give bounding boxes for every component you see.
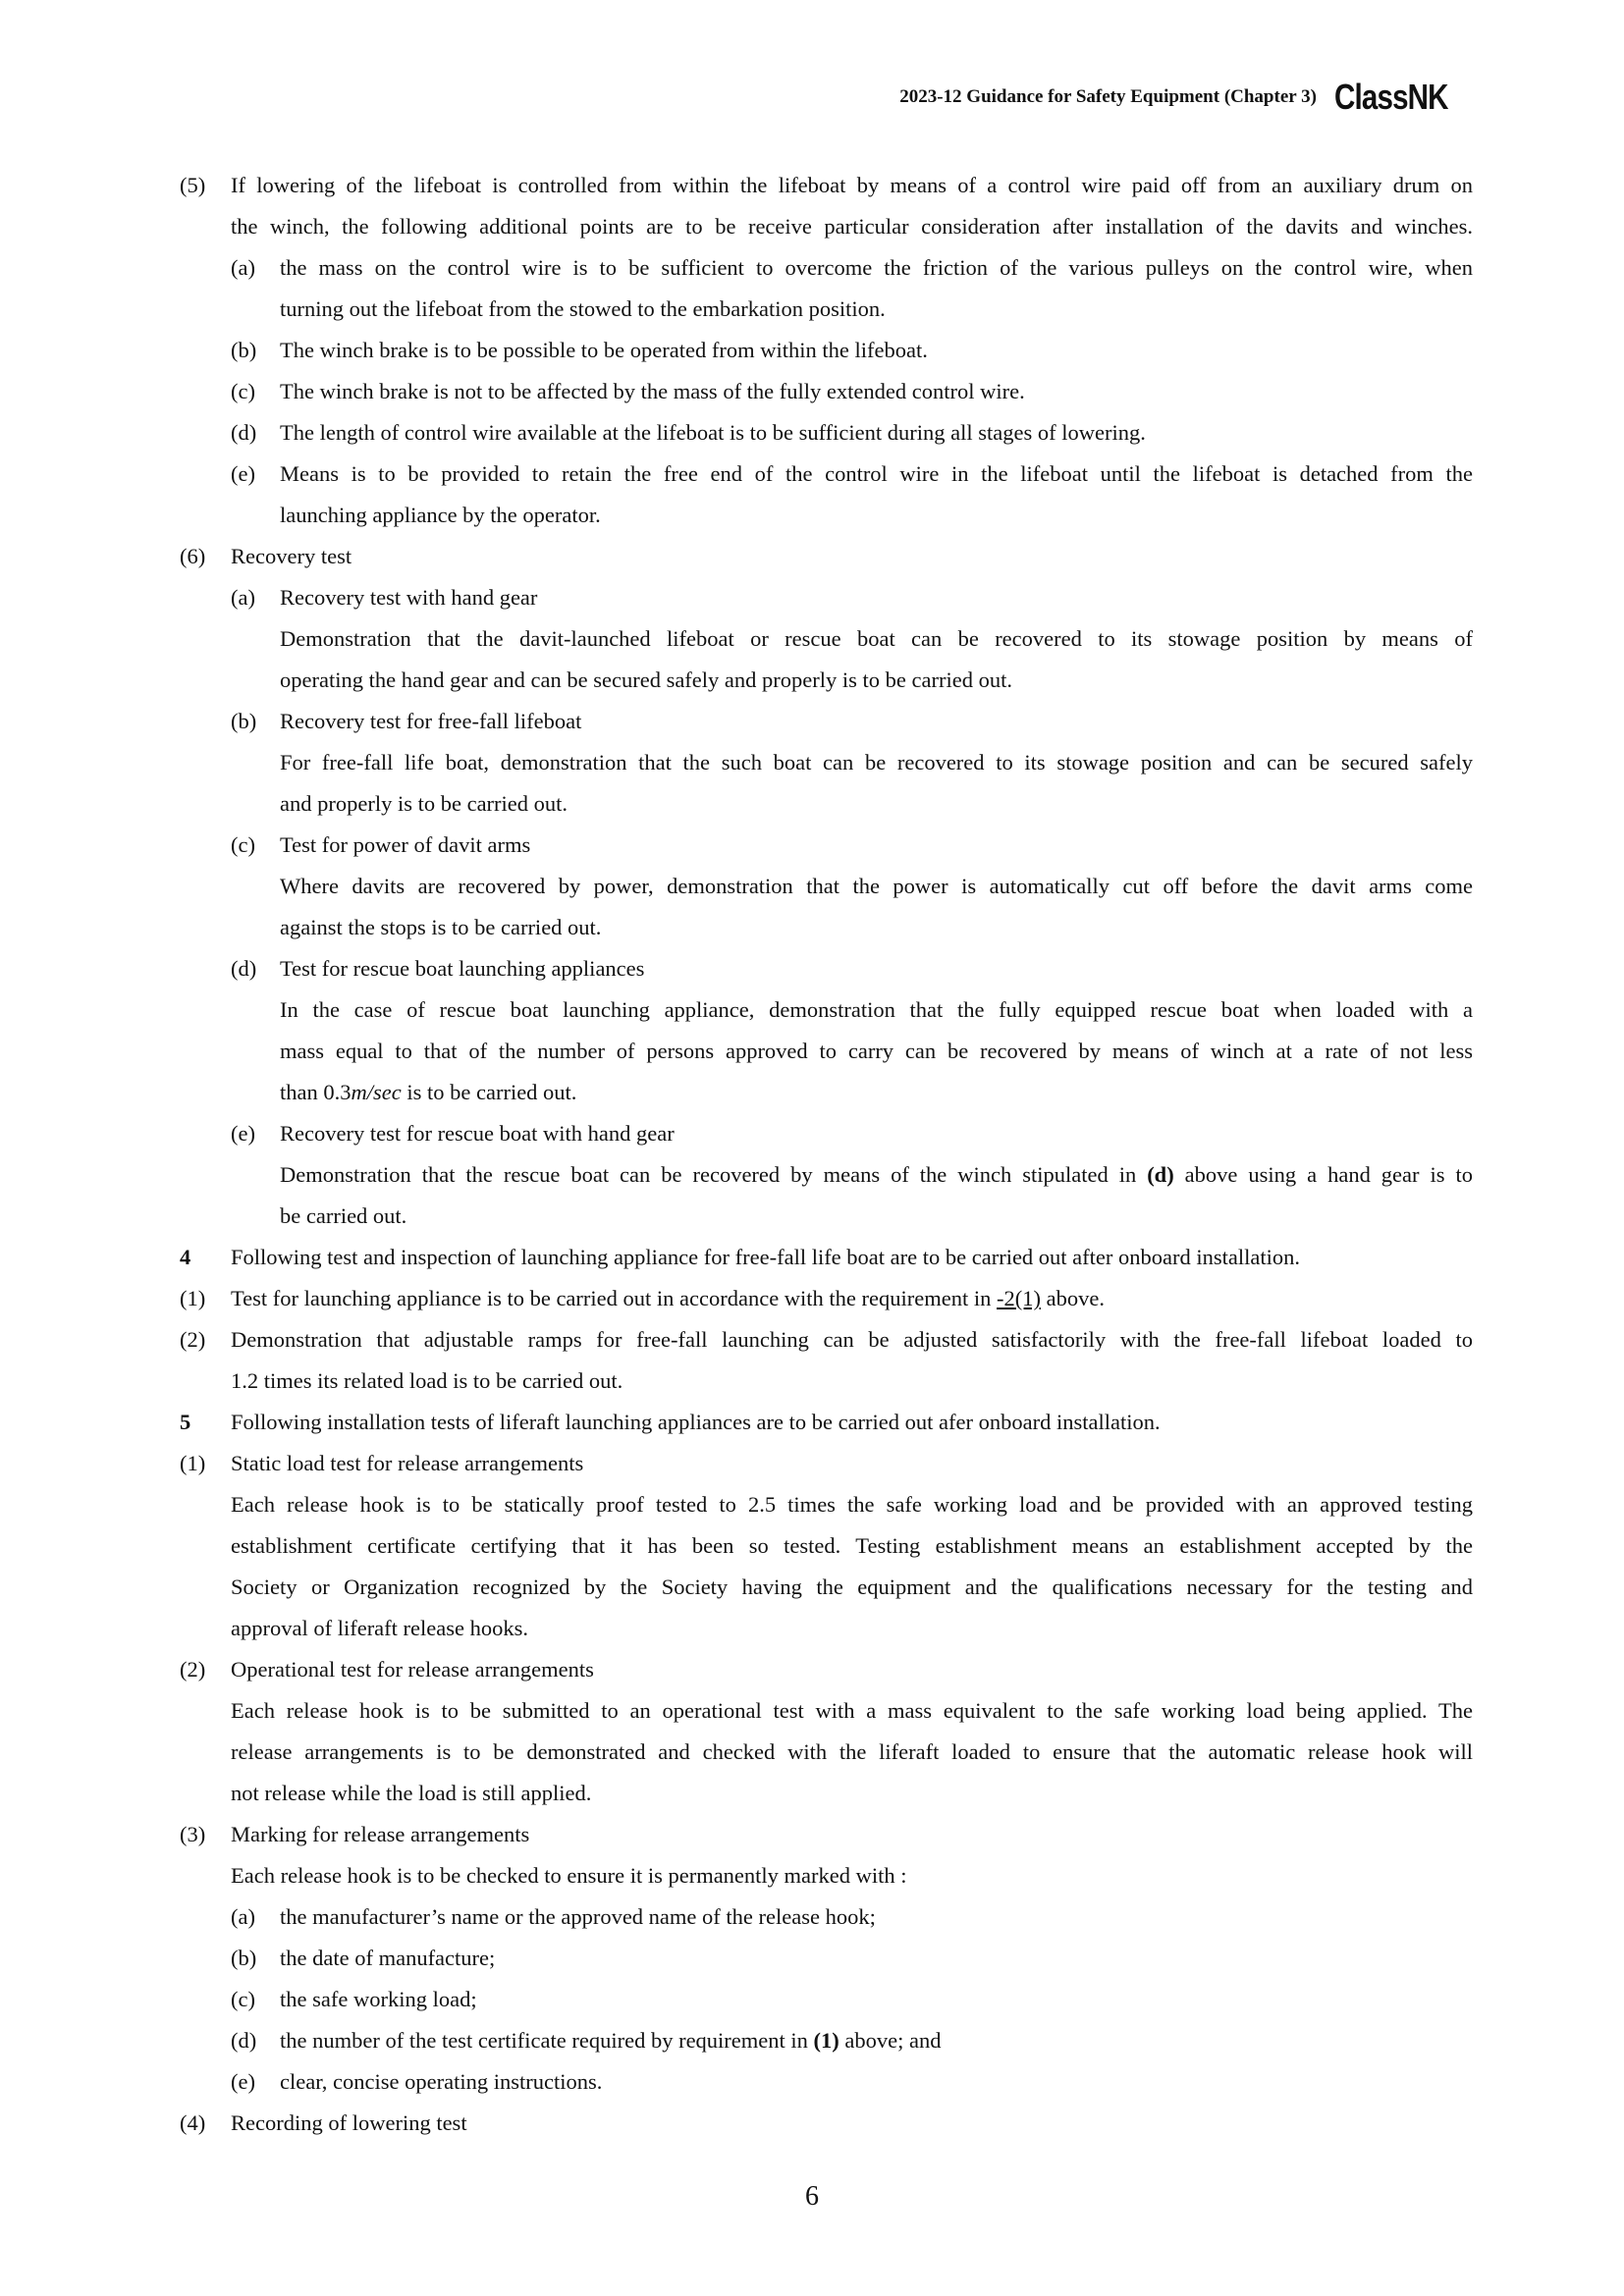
list-item: (1) Test for launching appliance is to be carried out in accordance with the requirement in -2(1) above.	[180, 1286, 1105, 1310]
list-item-continuation: release arrangements is to be demonstrated and checked with the liferaft loaded to ensure that the automatic release hook will	[231, 1739, 1473, 1764]
list-item-continuation: Demonstration that the rescue boat can be recovered by means of the winch stipulated in (d) above using a hand gear is to	[280, 1162, 1473, 1187]
list-item-continuation: For free-fall life boat, demonstration that the such boat can be recovered to its stowage position and can be secured safely	[280, 750, 1473, 774]
list-item: (1) Static load test for release arrangements	[180, 1451, 584, 1475]
list-item: (d) The length of control wire available at the lifeboat is to be sufficient during all stages of lowering.	[231, 420, 1146, 445]
list-item-continuation: the winch, the following additional points are to be receive particular consideration after installation of the davits and winches.	[231, 214, 1473, 239]
list-item-continuation: mass equal to that of the number of persons approved to carry can be recovered by means of winch at a rate of not less	[280, 1039, 1473, 1063]
list-item: (b) Recovery test for free-fall lifeboat	[231, 709, 582, 733]
list-item-continuation: operating the hand gear and can be secured safely and properly is to be carried out.	[280, 667, 1012, 692]
list-item: (c) the safe working load;	[231, 1987, 477, 2011]
list-item-continuation: approval of liferaft release hooks.	[231, 1616, 528, 1640]
list-item-continuation: Each release hook is to be checked to ensure it is permanently marked with :	[231, 1863, 907, 1888]
page-header	[0, 77, 1473, 118]
section-item: 5 Following installation tests of liferaft launching appliances are to be carried out afer onboard installation.	[180, 1410, 1161, 1434]
list-item: (d) the number of the test certificate required by requirement in (1) above; and	[231, 2028, 942, 2053]
list-item-continuation: establishment certificate certifying that it has been so tested. Testing establishment means an establishment accepted by the	[231, 1533, 1473, 1558]
document-title: 2023-12 Guidance for Safety Equipment (Chapter 3)	[899, 86, 1317, 107]
list-item-continuation: Demonstration that the davit-launched lifeboat or rescue boat can be recovered to its stowage position by means of	[280, 626, 1473, 651]
list-item: (5) If lowering of the lifeboat is controlled from within the lifeboat by means of a control wire paid off from an auxiliary drum on	[180, 173, 1473, 197]
list-item: (2) Demonstration that adjustable ramps for free-fall launching can be adjusted satisfactorily with the free-fall lifeboat loaded to	[180, 1327, 1473, 1352]
list-item: (d) Test for rescue boat launching appliances	[231, 956, 645, 981]
cross-reference-link[interactable]: -2(1)	[997, 1286, 1041, 1310]
list-item: (c) The winch brake is not to be affected by the mass of the fully extended control wire.	[231, 379, 1025, 403]
list-item-continuation: Each release hook is to be submitted to an operational test with a mass equivalent to the safe working load being applied. The	[231, 1698, 1473, 1723]
list-item: (a) the manufacturer’s name or the approved name of the release hook;	[231, 1904, 876, 1929]
list-item-continuation: than 0.3m/sec is to be carried out.	[280, 1080, 577, 1104]
list-item-continuation: In the case of rescue boat launching appliance, demonstration that the fully equipped rescue boat when loaded with a	[280, 997, 1473, 1022]
list-item-continuation: turning out the lifeboat from the stowed to the embarkation position.	[280, 296, 886, 321]
list-item-continuation: against the stops is to be carried out.	[280, 915, 602, 939]
list-item: (a) Recovery test with hand gear	[231, 585, 538, 610]
list-item: (e) Means is to be provided to retain the free end of the control wire in the lifeboat until the lifeboat is detached from the	[231, 461, 1473, 486]
list-item: (2) Operational test for release arrangements	[180, 1657, 594, 1682]
list-item-continuation: Each release hook is to be statically proof tested to 2.5 times the safe working load and be provided with an approved testing	[231, 1492, 1473, 1517]
section-item: 4 Following test and inspection of launching appliance for free-fall life boat are to be carried out after onboard installation.	[180, 1245, 1300, 1269]
page-number: 6	[805, 2181, 819, 2212]
list-item: (e) Recovery test for rescue boat with hand gear	[231, 1121, 675, 1146]
list-item-continuation: Where davits are recovered by power, demonstration that the power is automatically cut off before the davit arms come	[280, 874, 1473, 898]
document-body	[0, 165, 1624, 2144]
list-item: (e) clear, concise operating instructions.	[231, 2069, 603, 2094]
list-item-continuation: be carried out.	[280, 1203, 407, 1228]
classnk-logo: ClassNK	[1333, 77, 1448, 117]
list-item: (b) the date of manufacture;	[231, 1946, 496, 1970]
list-item-continuation: and properly is to be carried out.	[280, 791, 568, 816]
list-item-continuation: Society or Organization recognized by the Society having the equipment and the qualifications necessary for the testing and	[231, 1575, 1473, 1599]
list-item-continuation: 1.2 times its related load is to be carried out.	[231, 1368, 623, 1393]
list-item: (c) Test for power of davit arms	[231, 832, 531, 857]
list-item: (6) Recovery test	[180, 544, 352, 568]
list-item: (a) the mass on the control wire is to be sufficient to overcome the friction of the various pulleys on the control wire, when	[231, 255, 1473, 280]
list-item: (4) Recording of lowering test	[180, 2110, 467, 2135]
list-item: (b) The winch brake is to be possible to be operated from within the lifeboat.	[231, 338, 928, 362]
list-item-continuation: launching appliance by the operator.	[280, 503, 601, 527]
list-item-continuation: not release while the load is still applied.	[231, 1781, 592, 1805]
list-item: (3) Marking for release arrangements	[180, 1822, 530, 1846]
